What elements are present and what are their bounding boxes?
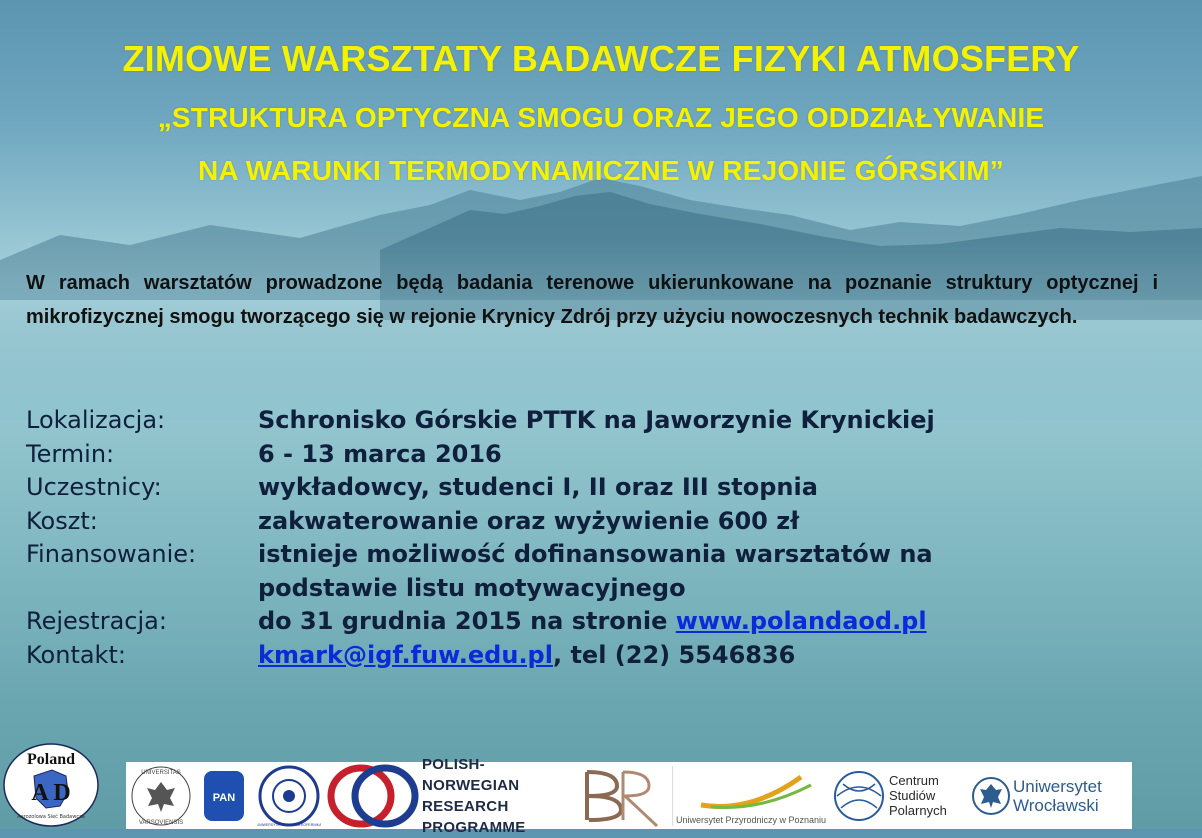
pnrp-logo (422, 755, 572, 836)
info-row-termin (26, 438, 1186, 472)
uw-logo (126, 762, 196, 829)
csp-line1: Centrum (889, 773, 939, 788)
label-lokalizacja: Lokalizacja: (26, 406, 166, 434)
value-lokalizacja: Schronisko Górskie PTTK na Jaworzynie Krynickiej (258, 406, 935, 434)
label-koszt: Koszt: (26, 506, 98, 535)
aod-caption: Aerozolowa Sieć Badawcza (17, 814, 85, 820)
label-finansowanie: Finansowanie: (26, 540, 197, 568)
pnrp-rings-icon (325, 764, 421, 828)
pnrp-emblem (324, 762, 422, 829)
pan-icon (202, 767, 248, 825)
partner-logos-bar (126, 755, 1132, 836)
aod-name: Poland (26, 751, 76, 768)
umk-logo (254, 762, 324, 829)
info-row-kontakt (26, 639, 1186, 673)
pan-logo (196, 762, 254, 829)
info-row-rejestracja (26, 605, 1186, 639)
br-logo (572, 762, 672, 829)
value-rejestracja (258, 605, 927, 639)
uw-bottom-text: VARSOVIENSIS (138, 819, 184, 826)
pnrp-line1: POLISH-NORWEGIAN (422, 755, 520, 794)
intro-paragraph: W ramach warsztatów prowadzone będą badania terenowe ukierunkowane na poznanie struktury optycznej i mikrofizycznej smogu tworzącego się w rejonie Krynicy Zdrój przy użyciu nowoczesnych technik badawczych. (26, 272, 1158, 328)
pnrp-text (422, 754, 572, 838)
value-koszt: zakwaterowanie oraz wyżywienie 600 zł (258, 506, 800, 535)
csp-text (889, 773, 947, 818)
pnrp-line3: PROGRAMME (422, 818, 526, 836)
subtitle-line-1: „STRUKTURA OPTYCZNA SMOGU ORAZ JEGO ODDZIAŁYWANIE (157, 102, 1045, 133)
umk-seal-icon (257, 764, 321, 828)
info-row-koszt (26, 505, 1186, 539)
csp-emblem (829, 762, 889, 829)
value-finansowanie (258, 538, 933, 605)
csp-line2: Studiów (889, 788, 936, 803)
info-table (26, 404, 1186, 672)
label-rejestracja: Rejestracja: (26, 607, 167, 635)
csp-globe-icon (831, 768, 887, 824)
value-termin: 6 - 13 marca 2016 (258, 439, 502, 468)
uw-eagle-icon (128, 764, 194, 828)
value-uczestnicy: wykładowcy, studenci I, II oraz III stopnia (258, 473, 818, 501)
website-link[interactable]: www.polandaod.pl (675, 607, 927, 635)
info-row-lokalizacja (26, 404, 1186, 438)
value-kontakt-phone: , tel (22) 5546836 (552, 640, 796, 669)
uwr-line1: Uniwersytet (1013, 776, 1102, 796)
uwr-emblem (969, 762, 1013, 829)
uw-top-text: UNIVERSITAS (141, 769, 181, 776)
aod-letters: A D (31, 780, 71, 806)
value-rejestracja-text: do 31 grudnia 2015 na stronie (258, 607, 676, 635)
value-finansowanie-line1: istnieje możliwość dofinansowania warsztatów na (258, 540, 933, 568)
umk-text: UNIWERSYTET MIKOŁAJA KOPERNIKA (257, 822, 321, 827)
label-kontakt: Kontakt: (26, 640, 126, 669)
value-kontakt (258, 639, 795, 673)
pan-text: PAN (212, 791, 236, 804)
value-finansowanie-line2: podstawie listu motywacyjnego (258, 573, 686, 602)
subtitle-line-2: NA WARUNKI TERMODYNAMICZNE W REJONIE GÓRSKIM” (198, 155, 1004, 186)
uwr-eagle-icon (971, 774, 1011, 818)
csp-line3: Polarnych (889, 803, 947, 818)
label-uczestnicy: Uczestnicy: (26, 473, 162, 501)
upp-text: Uniwersytet Przyrodniczy w Poznaniu (675, 814, 827, 825)
pnrp-line2: RESEARCH (422, 797, 509, 815)
uwr-text (1013, 777, 1102, 815)
info-row-finansowanie (26, 538, 1186, 605)
upp-logo (673, 762, 829, 829)
label-termin: Termin: (26, 439, 115, 468)
uwr-logo (1013, 762, 1121, 829)
poland-aod-logo (2, 742, 100, 828)
email-link[interactable]: kmark@igf.fuw.edu.pl (258, 640, 553, 669)
upp-swoosh-icon (681, 767, 821, 815)
main-title: ZIMOWE WARSZTATY BADAWCZE FIZYKI ATMOSFERY (122, 38, 1080, 79)
info-row-uczestnicy (26, 471, 1186, 505)
uwr-line2: Wrocławski (1013, 795, 1099, 815)
br-monogram-icon (577, 764, 667, 828)
csp-logo (889, 762, 969, 829)
